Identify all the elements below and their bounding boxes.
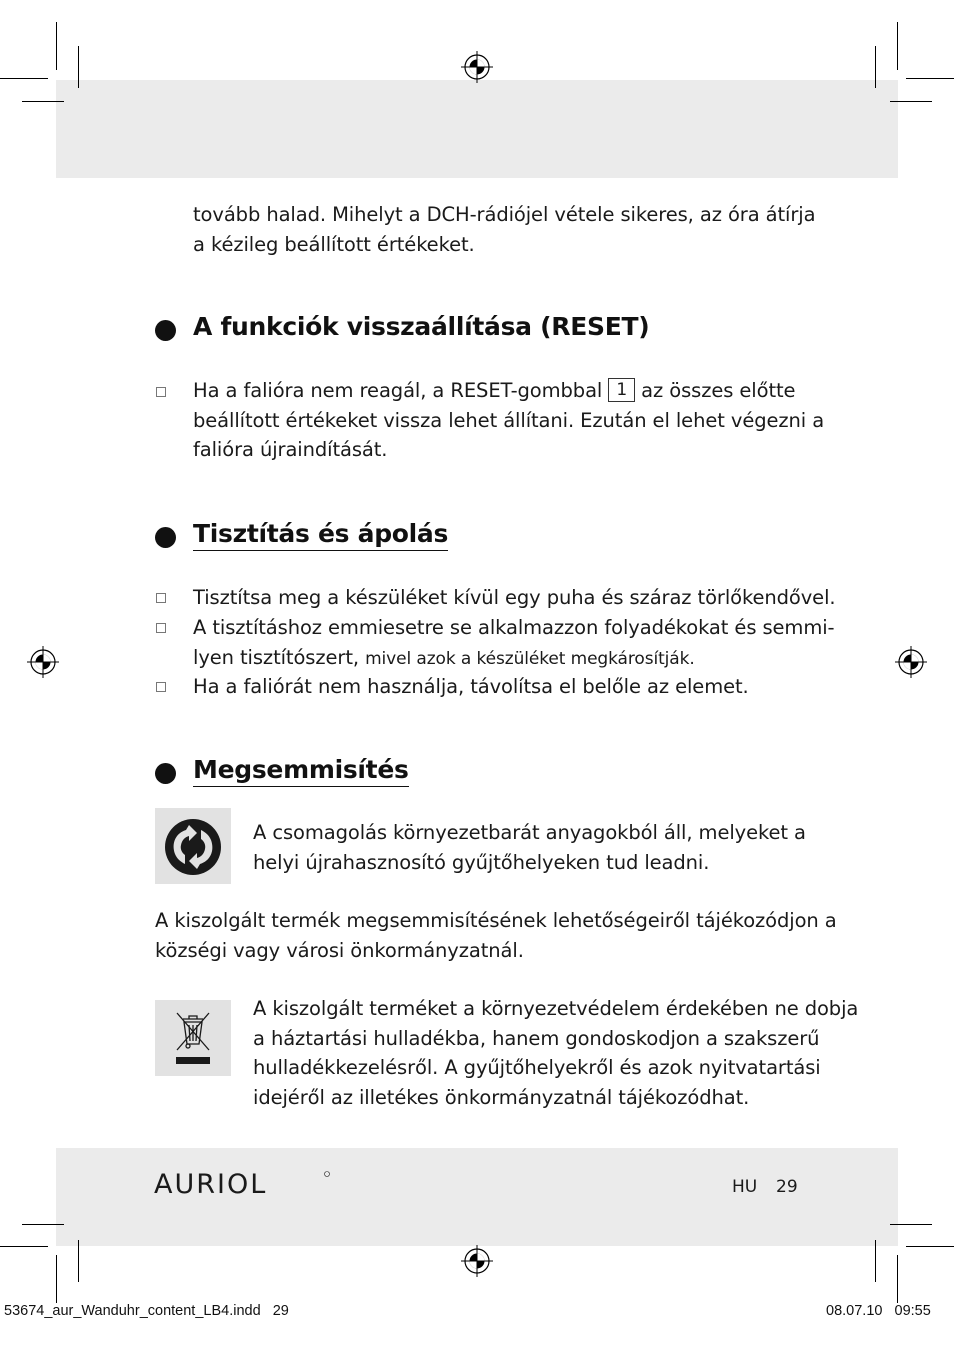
- weee-line: A kiszolgált terméket a környezetvédelem érdekében ne dobja: [253, 997, 859, 1020]
- auriol-logo: [154, 1168, 330, 1198]
- intro-paragraph: [193, 200, 815, 259]
- reset-item-text: Ha a falióra nem reagál, a RESET-gombbal: [193, 379, 603, 402]
- footer-page-number: 29: [776, 1177, 798, 1197]
- cleaning-item-text: mivel azok a készüléket megkárosítják.: [365, 648, 695, 669]
- disposal-info-line: községi vagy városi önkormányzatnál.: [155, 938, 524, 962]
- footer-language: HU: [732, 1177, 758, 1197]
- reset-item-line: [193, 376, 824, 406]
- section-bullet-icon: [155, 763, 176, 784]
- packaging-icon-tile: [155, 808, 231, 884]
- auriol-logo-text: AURIOL: [154, 1169, 268, 1198]
- weee-line: a háztartási hulladékba, hanem gondoskodjon a szakszerű: [253, 1026, 820, 1050]
- slug-file-info: 53674_aur_Wanduhr_content_LB4.indd 29: [4, 1303, 289, 1319]
- registration-mark-icon: [461, 51, 493, 83]
- green-dot-recycling-icon: [155, 808, 231, 884]
- reset-button-ref: 1: [608, 378, 635, 402]
- cleaning-item-text: lyen tisztítószert,: [193, 645, 366, 669]
- packaging-paragraph: [253, 818, 806, 877]
- reset-item-line: falióra újraindítását.: [193, 438, 388, 461]
- slug-timestamp: 08.07.10 09:55: [826, 1303, 931, 1319]
- cleaning-heading-title: Tisztítás és ápolás: [193, 519, 448, 551]
- packaging-line: A csomagolás környezetbarát anyagokból áll, melyeket a: [253, 821, 806, 844]
- disposal-info-line: A kiszolgált termék megsemmisítésének lehetőségeiről tájékozódjon a: [155, 909, 837, 932]
- weee-paragraph: [253, 994, 858, 1112]
- weee-icon-tile: [155, 1000, 231, 1076]
- list-bullet-icon: [156, 623, 166, 633]
- list-bullet-icon: [156, 593, 166, 603]
- section-bullet-icon: [155, 527, 176, 548]
- intro-line: tovább halad. Mihelyt a DCH-rádiójel vétele sikeres, az óra átírja: [193, 203, 816, 226]
- disposal-info-paragraph: [155, 906, 837, 965]
- intro-line: a kézileg beállított értékeket.: [193, 232, 475, 256]
- section-bullet-icon: [155, 320, 176, 341]
- reset-item-line: beállított értékeket vissza lehet állítani. Ezután el lehet végezni a: [193, 408, 825, 432]
- reset-item: [193, 376, 824, 465]
- reset-item-text: az összes előtte: [641, 379, 796, 402]
- weee-line: idejéről az illetékes önkormányzatnál tájékozódhat.: [253, 1085, 750, 1109]
- cleaning-item-line: [193, 643, 834, 675]
- registration-mark-icon: [895, 646, 927, 678]
- cleaning-item: [193, 613, 834, 674]
- cleaning-item-line: A tisztításhoz emmiesetre se alkalmazzon folyadékokat és semmi-: [193, 616, 835, 639]
- packaging-line: helyi újrahasznosító gyűjtőhelyeken tud leadni.: [253, 850, 710, 874]
- list-bullet-icon: [156, 387, 166, 397]
- reset-heading-title: A funkciók visszaállítása (RESET): [193, 312, 650, 341]
- disposal-heading-title: Megsemmisítés: [193, 755, 409, 787]
- cleaning-item: Tisztítsa meg a készüléket kívül egy puha és száraz törlőkendővel.: [193, 586, 836, 609]
- list-bullet-icon: [156, 682, 166, 692]
- registration-mark-icon: [461, 1245, 493, 1277]
- weee-line: hulladékkezelésről. A gyűjtőhelyekről és azok nyitvatartási: [253, 1056, 821, 1079]
- crossed-out-wheelie-bin-icon: [155, 1000, 231, 1076]
- cleaning-item: Ha a faliórát nem használja, távolítsa el belőle az elemet.: [193, 675, 749, 698]
- registration-mark-icon: [27, 646, 59, 678]
- header-band: [56, 80, 898, 178]
